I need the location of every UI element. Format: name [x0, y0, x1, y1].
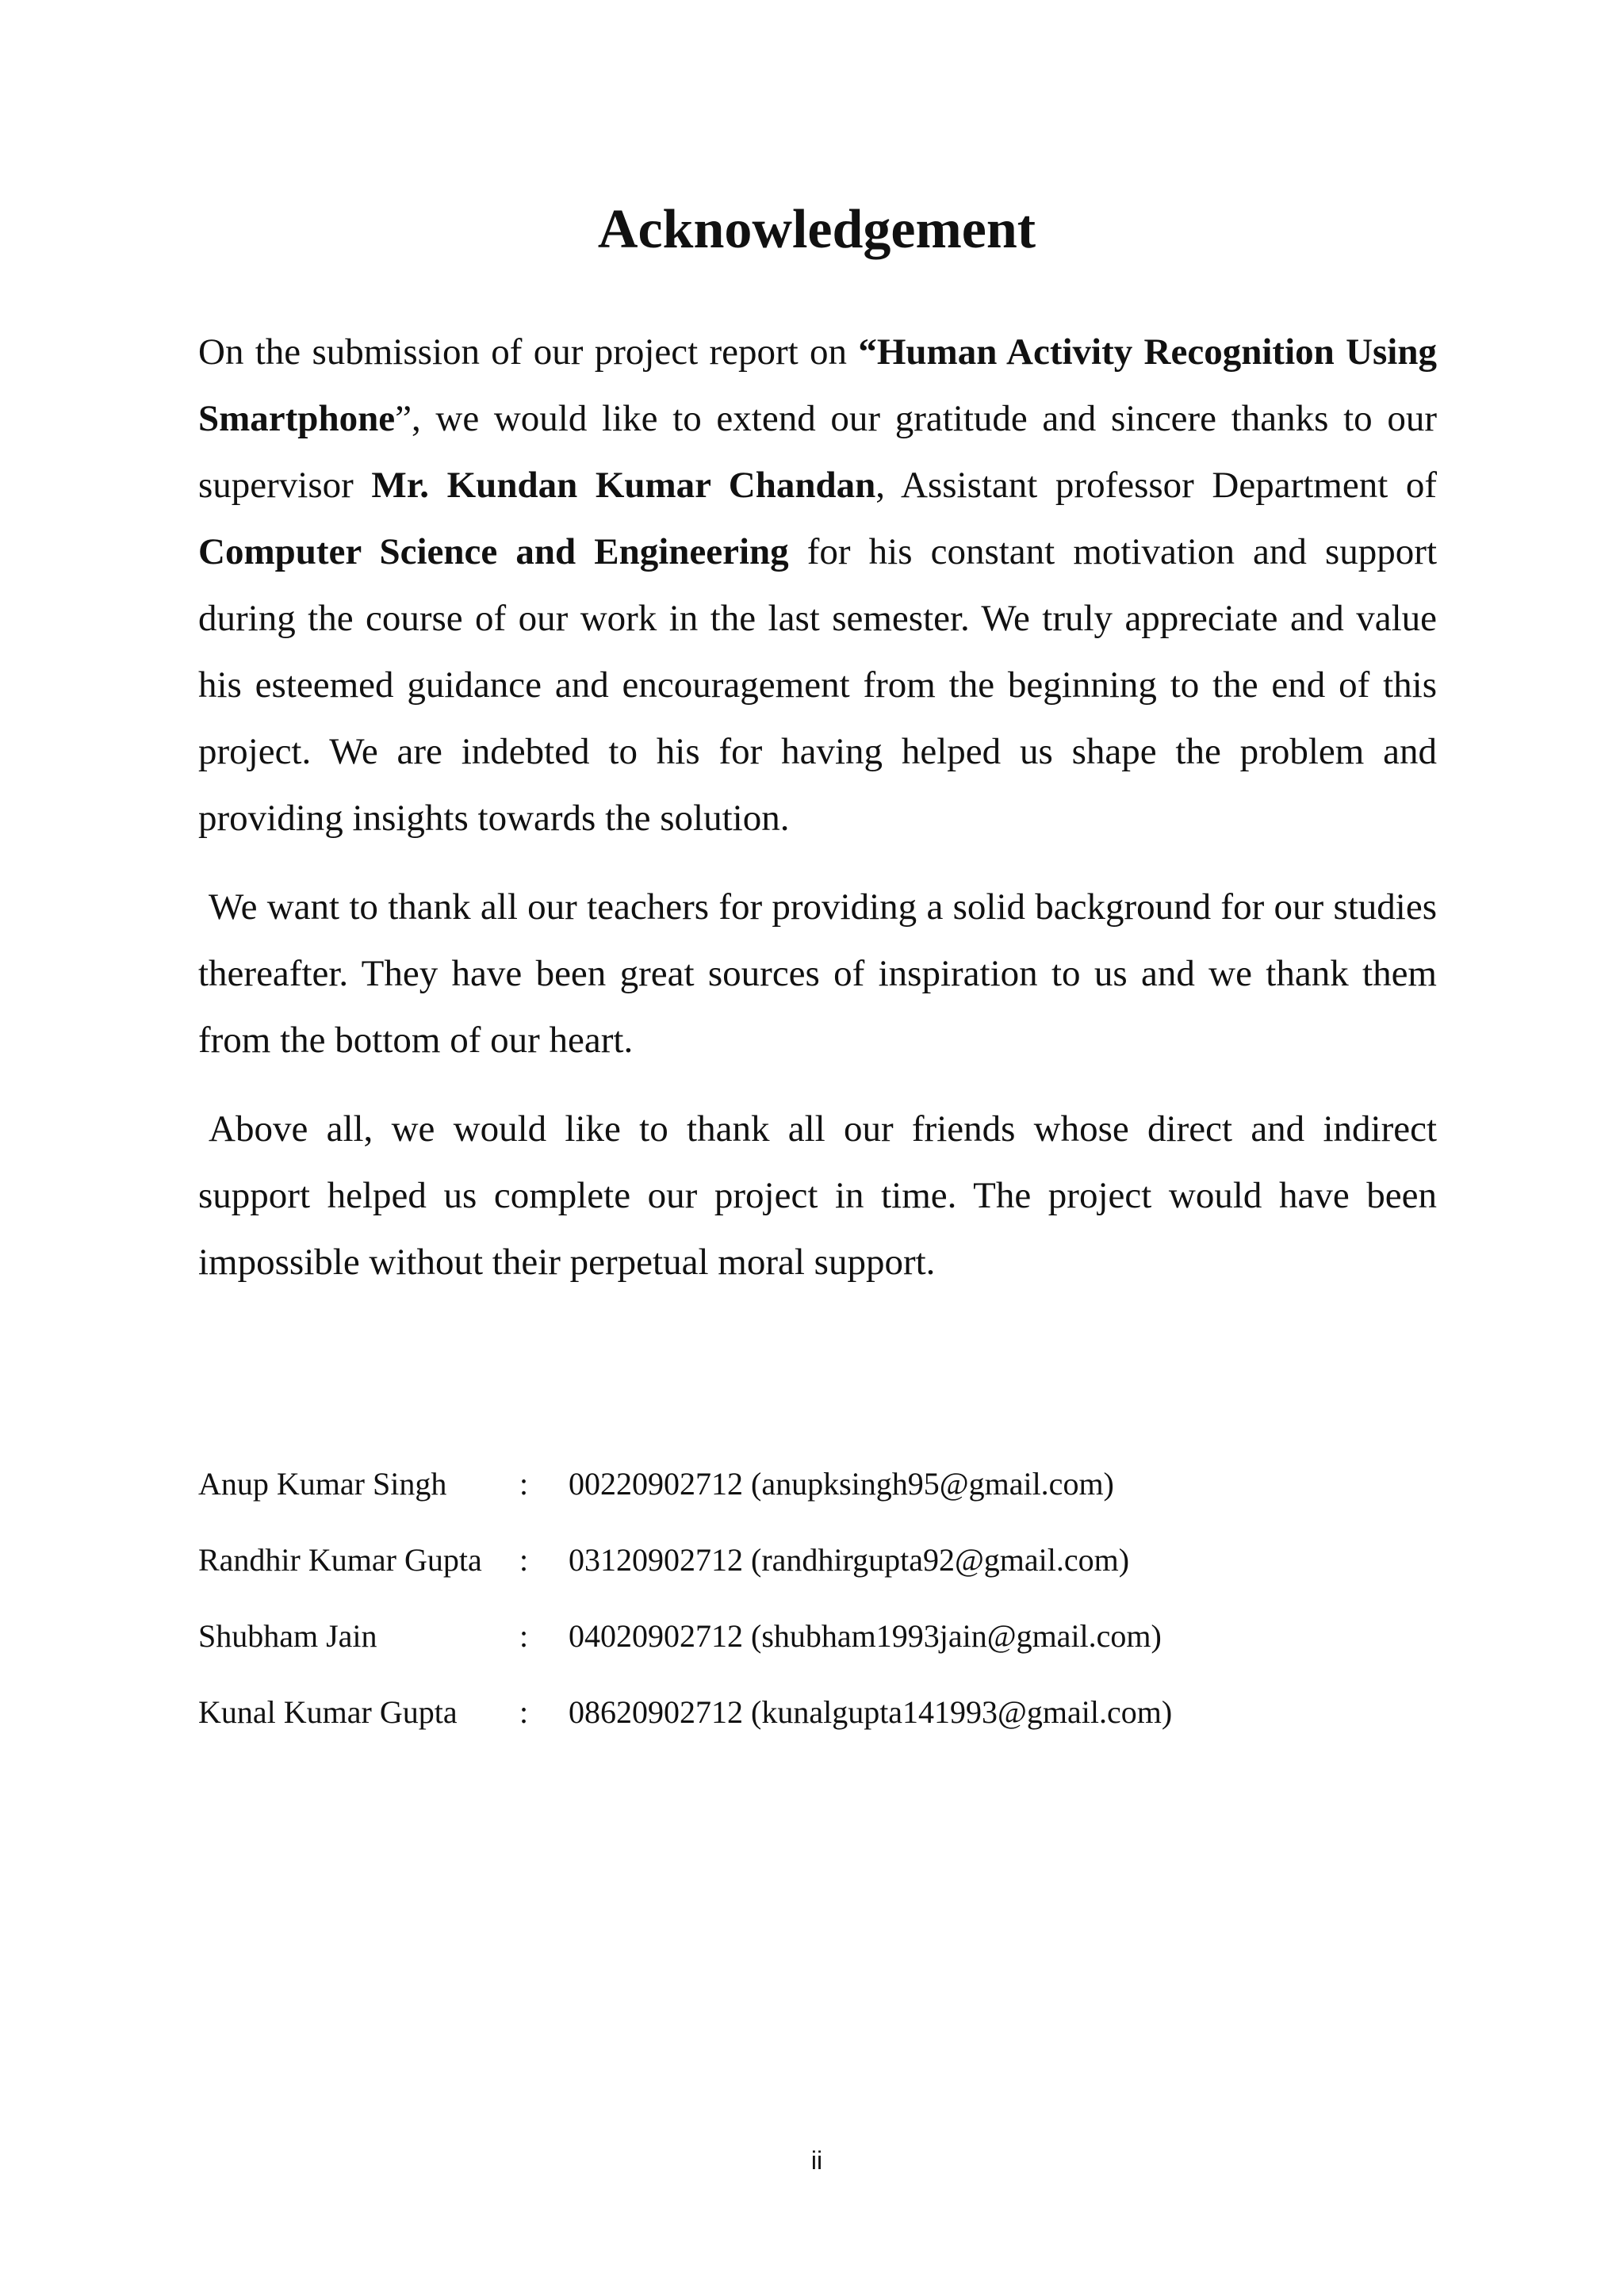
paragraph-3: Above all, we would like to thank all our friends whose direct and indirect support helped us complete our project in time. The project would have been impossible without their perpetual moral support. [198, 1108, 1437, 1283]
supervisor-name: Mr. Kundan Kumar Chandan [371, 465, 876, 506]
member-separator: : [519, 1694, 529, 1730]
member-name: Anup Kumar Singh [198, 1466, 447, 1502]
department-name: Computer Science and Engineering [198, 531, 789, 572]
acknowledgement-body [198, 319, 1437, 1318]
page-number: ii [810, 2146, 823, 2175]
member-id-email: 03120902712 (randhirgupta92@gmail.com) [569, 1542, 1130, 1578]
member-name: Randhir Kumar Gupta [198, 1542, 482, 1578]
member-row [198, 1464, 1388, 1540]
member-id-email: 00220902712 (anupksingh95@gmail.com) [569, 1466, 1114, 1502]
member-separator: : [519, 1466, 529, 1502]
page-title: Acknowledgement [597, 199, 1036, 260]
member-list [198, 1464, 1388, 1769]
paragraph-1-text-2: ”, we would like to extend our gratitude and sincere thanks to our supervisor [198, 398, 1437, 506]
paragraph-1 [198, 319, 1437, 851]
member-id-email: 08620902712 (kunalgupta141993@gmail.com) [569, 1694, 1173, 1730]
paragraph-1-text-3: , Assistant professor Department of [875, 465, 1437, 506]
member-name: Kunal Kumar Gupta [198, 1694, 458, 1730]
paragraph-1-text-4: for his constant motivation and support during the course of our work in the last semester. We truly appreciate and value his esteemed guidance and encouragement from the beginning to the end of this project. We are indebted to his for having helped us shape the problem and providing insights towards the solution. [198, 531, 1438, 839]
paragraph-2: We want to thank all our teachers for providing a solid background for our studies thereafter. They have been great sources of inspiration to us and we thank them from the bottom of our heart. [198, 886, 1437, 1061]
member-separator: : [519, 1542, 529, 1578]
member-row [198, 1617, 1388, 1693]
member-separator: : [519, 1618, 529, 1654]
project-title: “Human Activity Recognition Using Smartphone [198, 331, 1438, 439]
member-row [198, 1540, 1388, 1617]
member-id-email: 04020902712 (shubham1993jain@gmail.com) [569, 1618, 1162, 1654]
paragraph-1-text-1: On the submission of our project report on [198, 331, 859, 373]
member-name: Shubham Jain [198, 1618, 377, 1654]
member-row [198, 1693, 1388, 1769]
